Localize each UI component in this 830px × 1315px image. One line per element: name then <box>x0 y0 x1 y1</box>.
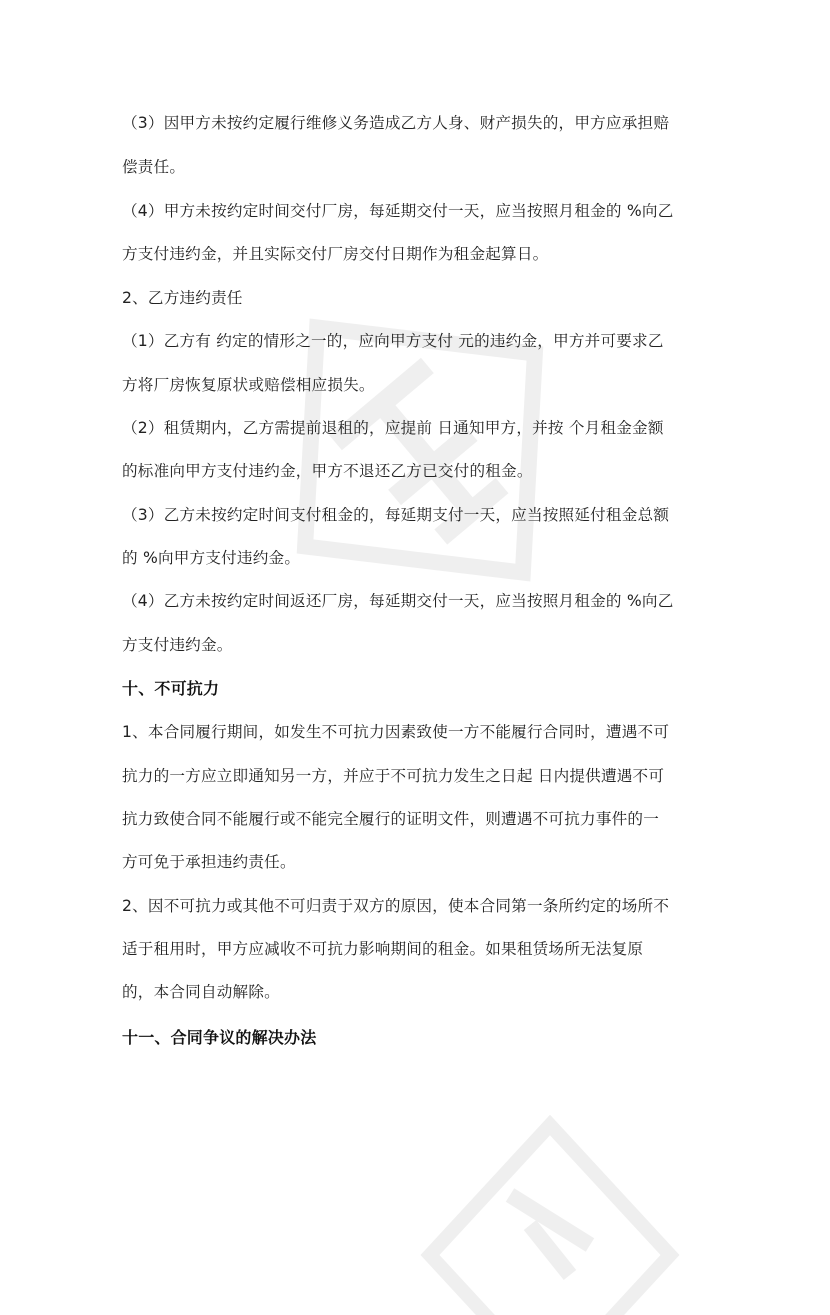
text-line: （3）因甲方未按约定履行维修义务造成乙方人身、财产损失的，甲方应承担赔 <box>122 114 670 132</box>
text-line: 方支付违约金。 <box>122 636 233 654</box>
text-line: 1、本合同履行期间，如发生不可抗力因素致使一方不能履行合同时，遭遇不可 <box>122 723 670 741</box>
diamond-logo-watermark-icon-bottom <box>420 1115 680 1315</box>
text-line: 抗力的一方应立即通知另一方，并应于不可抗力发生之日起 日内提供遭遇不可 <box>122 767 665 785</box>
text-line: 的 %向甲方支付违约金。 <box>122 549 301 567</box>
text-line: 方可免于承担违约责任。 <box>122 853 296 871</box>
section-heading-force-majeure: 十、不可抗力 <box>122 679 220 698</box>
section-subheading: 2、乙方违约责任 <box>122 289 243 307</box>
text-line: 方将厂房恢复原状或赔偿相应损失。 <box>122 376 375 394</box>
text-line: （2）租赁期内，乙方需提前退租的，应提前 日通知甲方，并按 个月租金金额 <box>122 419 664 437</box>
text-line: 方支付违约金，并且实际交付厂房交付日期作为租金起算日。 <box>122 245 549 263</box>
text-line: （1）乙方有 约定的情形之一的，应向甲方支付 元的违约金，甲方并可要求乙 <box>122 332 664 350</box>
text-line: 的标准向甲方支付违约金，甲方不退还乙方已交付的租金。 <box>122 462 533 480</box>
section-heading-dispute-resolution: 十一、合同争议的解决办法 <box>122 1028 317 1047</box>
text-line: 抗力致使合同不能履行或不能完全履行的证明文件，则遭遇不可抗力事件的一 <box>122 810 659 828</box>
text-line: 适于租用时，甲方应减收不可抗力影响期间的租金。如果租赁场所无法复原 <box>122 940 644 958</box>
text-line: 的，本合同自动解除。 <box>122 983 280 1001</box>
text-line: 偿责任。 <box>122 158 186 176</box>
text-line: （4）甲方未按约定时间交付厂房，每延期交付一天，应当按照月租金的 %向乙 <box>122 202 674 220</box>
text-line: 2、因不可抗力或其他不可归责于双方的原因，使本合同第一条所约定的场所不 <box>122 897 670 915</box>
diamond-logo-watermark-icon <box>250 270 590 630</box>
text-line: （4）乙方未按约定时间返还厂房，每延期交付一天，应当按照月租金的 %向乙 <box>122 592 674 610</box>
text-line: （3）乙方未按约定时间支付租金的，每延期支付一天，应当按照延付租金总额 <box>122 506 670 524</box>
